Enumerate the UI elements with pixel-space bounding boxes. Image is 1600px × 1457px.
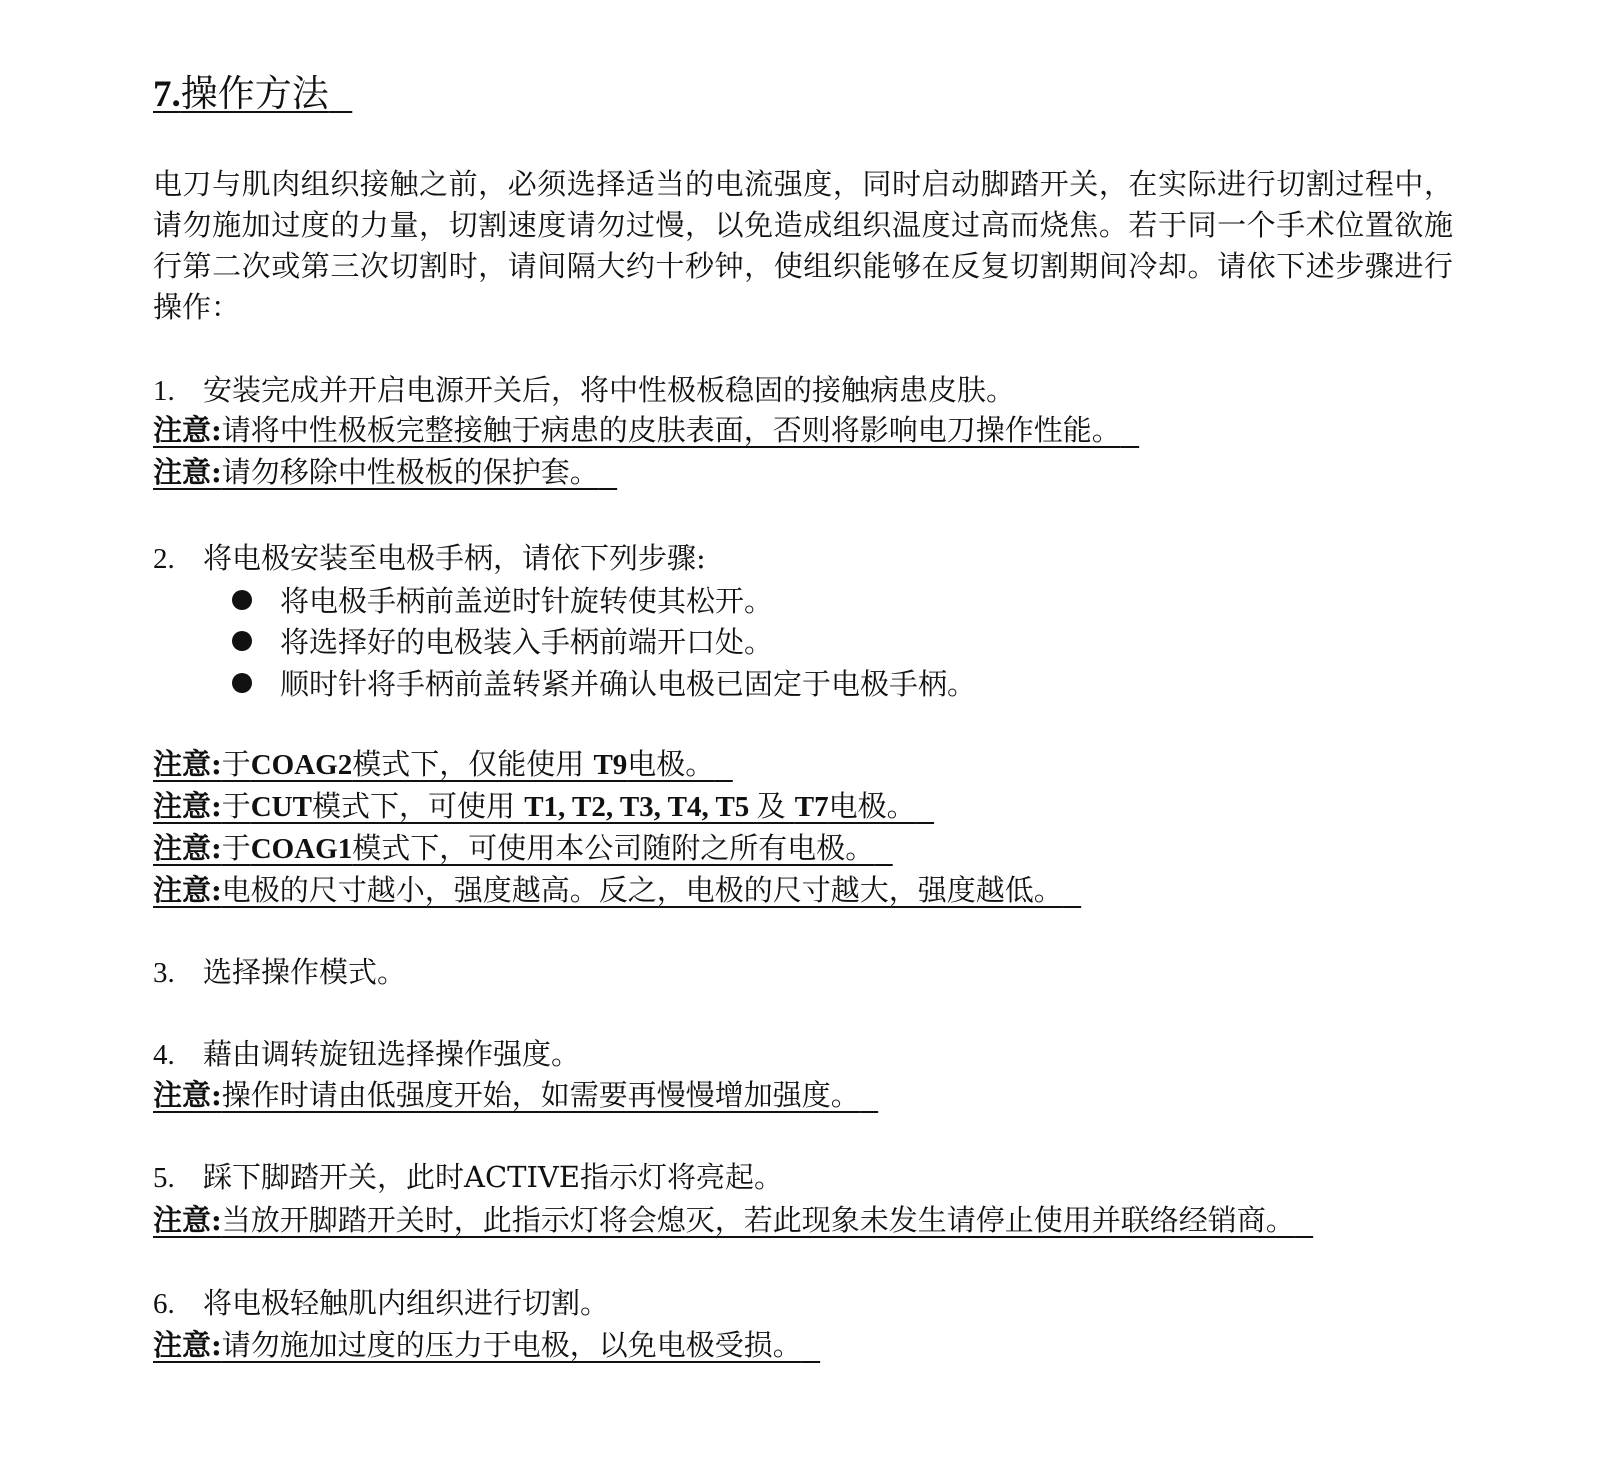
bullet-text: 顺时针将手柄前盖转紧并确认电极已固定于电极手柄。 (280, 667, 977, 701)
step-4-note (153, 1075, 878, 1115)
step-text: 选择操作模式。 (203, 955, 407, 989)
step-3 (153, 952, 406, 993)
electrode-list: T9 (593, 749, 628, 781)
electrode-list: T7 (794, 791, 829, 823)
note-text: 电极。 (828, 789, 916, 823)
note-label: 注意: (153, 455, 222, 489)
step-6 (153, 1283, 609, 1324)
note-text: 电极的尺寸越小，强度越高。反之，电极的尺寸越大，强度越低。 (221, 873, 1063, 907)
step-number: 6. (153, 1288, 175, 1320)
note-label: 注意: (153, 413, 222, 447)
section-title (153, 70, 352, 119)
step-2-bullet-3 (232, 664, 976, 704)
note-label: 注意: (153, 747, 222, 781)
note-label: 注意: (153, 873, 222, 907)
note-label: 注意: (153, 1203, 222, 1237)
note-text: 请勿移除中性极板的保护套。 (221, 455, 599, 489)
step-2-bullet-1 (232, 581, 773, 621)
note-text: 模式下，可使用 (311, 789, 525, 823)
bullet-icon (232, 673, 252, 693)
step-2-note-coag1 (153, 828, 893, 869)
step-text: 踩下脚踏开关，此时ACTIVE指示灯将亮起。 (203, 1160, 784, 1194)
step-number: 1. (153, 375, 175, 407)
step-2-bullet-2 (232, 622, 773, 662)
electrode-list: T1, T2, T3, T4, T5 (524, 791, 757, 823)
note-text: 请将中性极板完整接触于病患的皮肤表面，否则将影响电刀操作性能。 (221, 413, 1121, 447)
step-text: 安装完成并开启电源开关后，将中性极板稳固的接触病患皮肤。 (203, 373, 1016, 407)
note-text: 操作时请由低强度开始，如需要再慢慢增加强度。 (221, 1078, 860, 1112)
step-5-note (153, 1200, 1313, 1240)
step-number: 2. (153, 543, 175, 575)
step-5 (153, 1157, 783, 1198)
note-label: 注意: (153, 789, 222, 823)
step-6-note (153, 1325, 820, 1365)
note-text: 及 (756, 789, 795, 823)
step-number: 3. (153, 957, 175, 989)
note-text: 电极。 (627, 747, 715, 781)
step-2-note-coag2 (153, 744, 733, 785)
step-number: 4. (153, 1039, 175, 1071)
note-text: 于 (221, 747, 251, 781)
step-2-note-cut (153, 786, 934, 827)
section-title-text: 操作方法 (180, 72, 329, 115)
step-text: 藉由调转旋钮选择操作强度。 (203, 1037, 581, 1071)
step-2 (153, 538, 706, 579)
intro-paragraph: 电刀与肌肉组织接触之前，必须选择适当的电流强度，同时启动脚踏开关，在实际进行切割过程中，请勿施加过度的力量，切割速度请勿过慢，以免造成组织温度过高而烧焦。若于同一个手术位置欲施行第二次或第三次切割时，请间隔大约十秒钟，使组织能够在反复切割期间冷却。请依下述步骤进行操作： (153, 167, 1453, 324)
note-label: 注意: (153, 1078, 222, 1112)
note-label: 注意: (153, 1328, 222, 1362)
note-text: 于 (221, 789, 251, 823)
bullet-text: 将电极手柄前盖逆时针旋转使其松开。 (280, 584, 774, 618)
section-number: 7. (153, 74, 181, 115)
step-4 (153, 1034, 580, 1075)
bullet-icon (232, 631, 252, 651)
note-label: 注意: (153, 831, 222, 865)
note-text: 模式下，仅能使用 (352, 747, 594, 781)
mode-name: COAG1 (250, 833, 353, 865)
step-text: 将电极轻触肌内组织进行切割。 (203, 1286, 610, 1320)
step-number: 5. (153, 1162, 175, 1194)
note-text: 于 (221, 831, 251, 865)
step-2-note-size (153, 870, 1081, 910)
mode-name: CUT (250, 791, 312, 823)
note-text: 模式下，可使用本公司随附之所有电极。 (352, 831, 875, 865)
step-text: 将电极安装至电极手柄，请依下列步骤: (203, 541, 706, 575)
step-1-note-2 (153, 452, 617, 492)
step-1 (153, 370, 1015, 411)
mode-name: COAG2 (250, 749, 353, 781)
bullet-icon (232, 590, 252, 610)
bullet-text: 将选择好的电极装入手柄前端开口处。 (280, 625, 774, 659)
note-text: 请勿施加过度的压力于电极，以免电极受损。 (221, 1328, 802, 1362)
note-text: 当放开脚踏开关时，此指示灯将会熄灭，若此现象未发生请停止使用并联络经销商。 (221, 1203, 1295, 1237)
step-1-note-1 (153, 410, 1139, 450)
